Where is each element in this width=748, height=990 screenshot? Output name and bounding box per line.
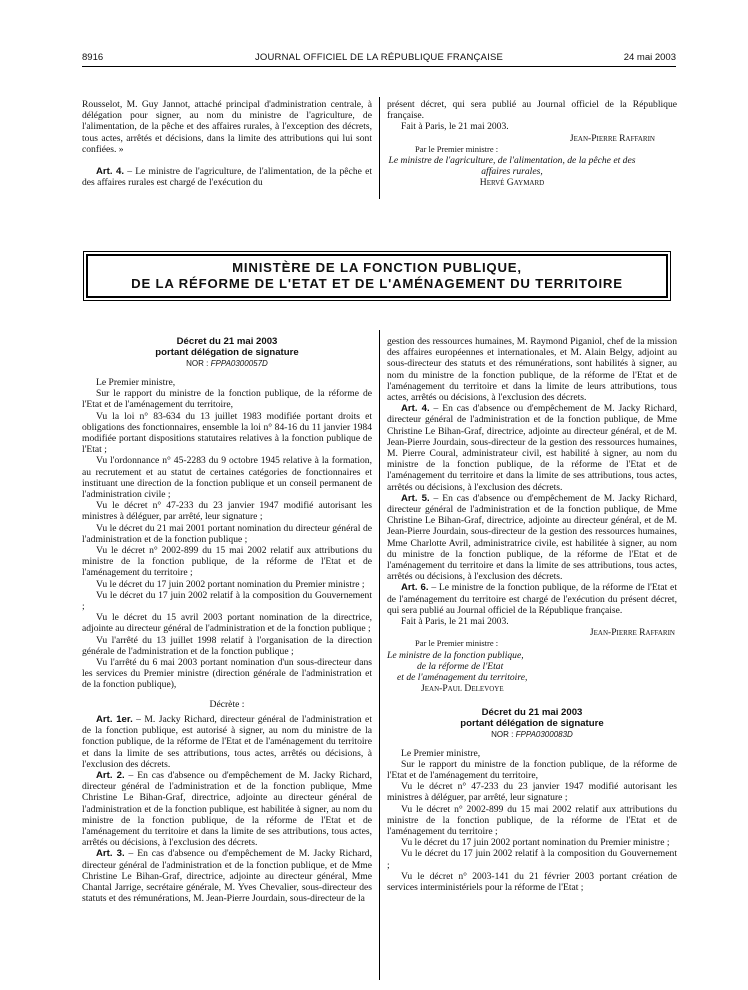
par-line: Par le Premier ministre : <box>415 638 499 649</box>
column-divider-top <box>379 97 380 199</box>
paragraph: Vu le décret n° 2003-141 du 21 février 2003 portant création de services interministériels pour la réforme de l'Etat ; <box>387 870 677 893</box>
fait-line: Fait à Paris, le 21 mai 2003. <box>401 121 509 133</box>
nor-code: FPPA0300083D <box>515 729 573 739</box>
article-text: – En cas d'absence ou d'empêchement de M. Jacky Richard, directeur général de l'administration et de la fonction publique, Mme Christine Le Bihan-Graf, directrice, adjointe au directeur général de l'administration et de la fonction publique, est habilitée à signer, au nom du ministre de la fonction publique, de la réforme de l'Etat et de l'aménagement du territoire et dans la limite de ses attributions, tous actes, arrêtés ou décisions, à l'exclusion des décrets. <box>82 769 372 849</box>
ministry-banner <box>86 254 668 298</box>
paragraph: Vu le décret n° 2002-899 du 15 mai 2002 relatif aux attributions du ministre de la fonction publique, de la réforme de l'Etat et de l'aménagement du territoire ; <box>82 545 372 579</box>
paragraph: Vu le décret n° 47-233 du 23 janvier 1947 modifié autorisant les ministres à déléguer, par arrêté, leur signature ; <box>387 781 677 804</box>
main-right-column <box>387 336 677 893</box>
decree-title: Décret du 21 mai 2003 <box>481 706 583 718</box>
article-4-paragraph <box>82 166 372 188</box>
minister-title-3: et de l'aménagement du territoire, <box>397 672 528 684</box>
nor-label: NOR : <box>491 729 516 739</box>
column-divider-main <box>379 330 380 980</box>
top-left-column <box>82 99 372 188</box>
minister-name: Hervé Gaymard <box>479 177 545 189</box>
minister-title-2: de la réforme de l'Etat <box>417 660 504 672</box>
minister-name: Jean-Paul Delevoye <box>421 683 504 695</box>
paragraph: Vu l'arrêté du 13 juillet 1998 relatif à l'organisation de la direction générale de l'administration et de la fonction publique ; <box>82 634 372 657</box>
fait-line: Fait à Paris, le 21 mai 2003. <box>401 616 509 628</box>
decrete-line: Décrète : <box>209 698 245 710</box>
issue-date: 24 mai 2003 <box>623 52 676 63</box>
signatory: Jean-Pierre Raffarin <box>589 627 675 639</box>
paragraph: Le Premier ministre, <box>401 747 481 759</box>
paragraph: Sur le rapport du ministre de la fonction publique, de la réforme de l'Etat et de l'aménagement du territoire, <box>387 758 677 781</box>
paragraph: Vu le décret n° 47-233 du 23 janvier 1947 modifié autorisant les ministres à déléguer, par arrêté, leur signature ; <box>82 500 372 523</box>
main-left-column <box>82 336 372 904</box>
article-text: – En cas d'absence ou d'empêchement de M. Jacky Richard, directeur général de l'administration et de la fonction publique, de Mme Christine Le Bihan-Graf, directrice, adjointe au directeur général, et de M. Jean-Pierre Jourdain, sous-directeur de la gestion des ressources humaines, M. Pierre Coural, administrateur civil, est habilité à signer, au nom du ministre de la fonction publique, de la réforme de l'Etat et de l'aménagement du territoire et dans la limite de ses attributions, tous actes, arrêtés ou décisions, à l'exclusion des décrets. <box>387 403 677 493</box>
paragraph: Vu la loi n° 83-634 du 13 juillet 1983 modifiée portant droits et obligations des fonctionnaires, ensemble la loi n° 84-16 du 11 janvier 1984 modifiée portant dispositions statutaires relatives à la fonction publique de l'Etat ; <box>82 410 372 456</box>
article-label: Art. 3. <box>96 848 125 860</box>
paragraph: Vu le décret du 17 juin 2002 relatif à la composition du Gouvernement ; <box>387 848 677 871</box>
decree-subtitle: portant délégation de signature <box>155 347 299 358</box>
nor-code: FPPA0300057D <box>210 359 268 368</box>
article-label: Art. 4. <box>96 166 124 178</box>
article-label: Art. 2. <box>96 769 125 781</box>
paragraph: Vu l'arrêté du 6 mai 2003 portant nomination d'un sous-directeur dans les services du Premier ministre (direction générale de l'administration et de la fonction publique), <box>82 657 372 691</box>
decree-title: Décret du 21 mai 2003 <box>176 336 278 347</box>
banner-line-1: MINISTÈRE DE LA FONCTION PUBLIQUE, <box>232 260 522 275</box>
paragraph: Sur le rapport du ministre de la fonction publique, de la réforme de l'Etat et de l'aménagement du territoire, <box>82 388 372 411</box>
paragraph: Vu le décret du 17 juin 2002 portant nomination du Premier ministre ; <box>401 837 670 849</box>
paragraph: gestion des ressources humaines, M. Raymond Piganiol, chef de la mission des affaires européennes et internationales, et M. Alain Belgy, adjoint au sous-directeur des statuts et des rémunérations, sont habilités à signer, au nom du ministre de la fonction publique, de la réforme de l'Etat et de l'aménagement du territoire et dans la limite de leurs attributions, tous actes, arrêtés ou décisions, à l'exclusion des décrets. <box>387 336 677 404</box>
article-label: Art. 1er. <box>96 713 133 725</box>
article-text: – En cas d'absence ou d'empêchement de M. Jacky Richard, directeur général de l'administration et de la fonction publique, de Mme Christine Le Bihan-Graf, directrice, adjointe au directeur général, et de M. Jean-Pierre Jourdain, sous-directeur de la gestion des ressources humaines, Mme Charlotte Avril, administratrice civile, est habilitée à signer, au nom du ministre de la fonction publique, de la réforme de l'Etat et de l'aménagement du territoire et dans la limite de ses attributions, tous actes, arrêtés ou décisions, à l'exclusion des décrets. <box>387 492 677 583</box>
article-2-paragraph <box>82 770 372 848</box>
page-header <box>82 52 676 66</box>
article-5-paragraph <box>387 493 677 583</box>
banner-line-2: DE LA RÉFORME DE L'ETAT ET DE L'AMÉNAGEMENT DU TERRITOIRE <box>131 276 623 291</box>
paragraph: Vu le décret n° 2002-899 du 15 mai 2002 relatif aux attributions du ministre de la fonction publique, de la réforme de l'Etat et de l'aménagement du territoire ; <box>387 803 677 837</box>
article-1-paragraph <box>82 714 372 770</box>
article-3-paragraph <box>82 848 372 904</box>
paragraph: Le Premier ministre, <box>96 377 176 388</box>
article-label: Art. 5. <box>401 492 430 504</box>
paragraph: Vu le décret du 21 mai 2001 portant nomination du directeur général de l'administration et de la fonction publique ; <box>82 522 372 545</box>
paragraph: présent décret, qui sera publié au Journal officiel de la République française. <box>387 99 677 122</box>
article-label: Art. 4. <box>401 403 430 415</box>
article-label: Art. 6. <box>401 582 429 594</box>
minister-title-1: Le ministre de la fonction publique, <box>387 649 524 661</box>
article-text: – M. Jacky Richard, directeur général de l'administration et de la fonction publique, est autorisé à signer, au nom du ministre de la fonction publique, de la réforme de l'Etat et de l'aménagement du territoire et dans la limite de ses attributions, tous actes, arrêtés ou décisions, à l'exclusion des décrets. <box>82 713 372 770</box>
paragraph: Vu le décret du 17 juin 2002 portant nomination du Premier ministre ; <box>96 578 365 590</box>
header-rule <box>82 66 676 67</box>
decree-subtitle: portant délégation de signature <box>460 717 604 729</box>
article-text: – En cas d'absence ou d'empêchement de M. Jacky Richard, directeur général de l'administration et de la fonction publique, et de Mme Christine Le Bihan-Graf, directrice, adjointe au directeur général, Mme Chantal Jarrige, secrétaire générale, M. Yves Chevalier, sous-directeur des statuts et des rémunérations, M. Jean-Pierre Jourdain, sous-directeur de la <box>82 848 372 905</box>
article-4-paragraph <box>387 403 677 493</box>
top-right-column <box>387 99 677 189</box>
nor-label: NOR : <box>186 359 211 368</box>
paragraph: Vu le décret du 17 juin 2002 relatif à la composition du Gouvernement ; <box>82 589 372 613</box>
signatory: Jean-Pierre Raffarin <box>569 132 655 144</box>
article-text: – Le ministre de l'agriculture, de l'alimentation, de la pêche et des affaires rurales est chargé de l'exécution du <box>82 166 372 189</box>
article-6-paragraph <box>387 582 677 616</box>
paragraph: Rousselot, M. Guy Jannot, attaché principal d'administration centrale, à délégation pour signer, au nom du ministre de l'agriculture, de l'alimentation, de la pêche et des affaires rurales, à l'exception des décrets, tous actes, arrêtés et décisions, dans la limite des attributions qui lui sont confiées. » <box>82 99 372 155</box>
journal-title: JOURNAL OFFICIEL DE LA RÉPUBLIQUE FRANÇAISE <box>254 52 504 63</box>
paragraph: Vu le décret du 15 avril 2003 portant nomination de la directrice, adjointe au directeur général de l'administration et de la fonction publique ; <box>82 612 372 635</box>
nor-reference <box>387 729 677 740</box>
paragraph: Vu l'ordonnance n° 45-2283 du 9 octobre 1945 relative à la formation, au recrutement et au statut de certaines catégories de fonctionnaires et instituant une direction de la fonction publique et un conseil permanent de l'administration civile ; <box>82 455 372 501</box>
minister-title: Le ministre de l'agriculture, de l'alimentation, de la pêche et des affaires rurales, <box>388 155 636 178</box>
nor-reference <box>82 358 372 369</box>
article-text: – Le ministre de la fonction publique, de la réforme de l'Etat et de l'aménagement du territoire est chargé de l'exécution du présent décret, qui sera publié au Journal officiel de la République française. <box>387 582 677 616</box>
page-number: 8916 <box>82 52 104 63</box>
par-line: Par le Premier ministre : <box>415 143 499 154</box>
